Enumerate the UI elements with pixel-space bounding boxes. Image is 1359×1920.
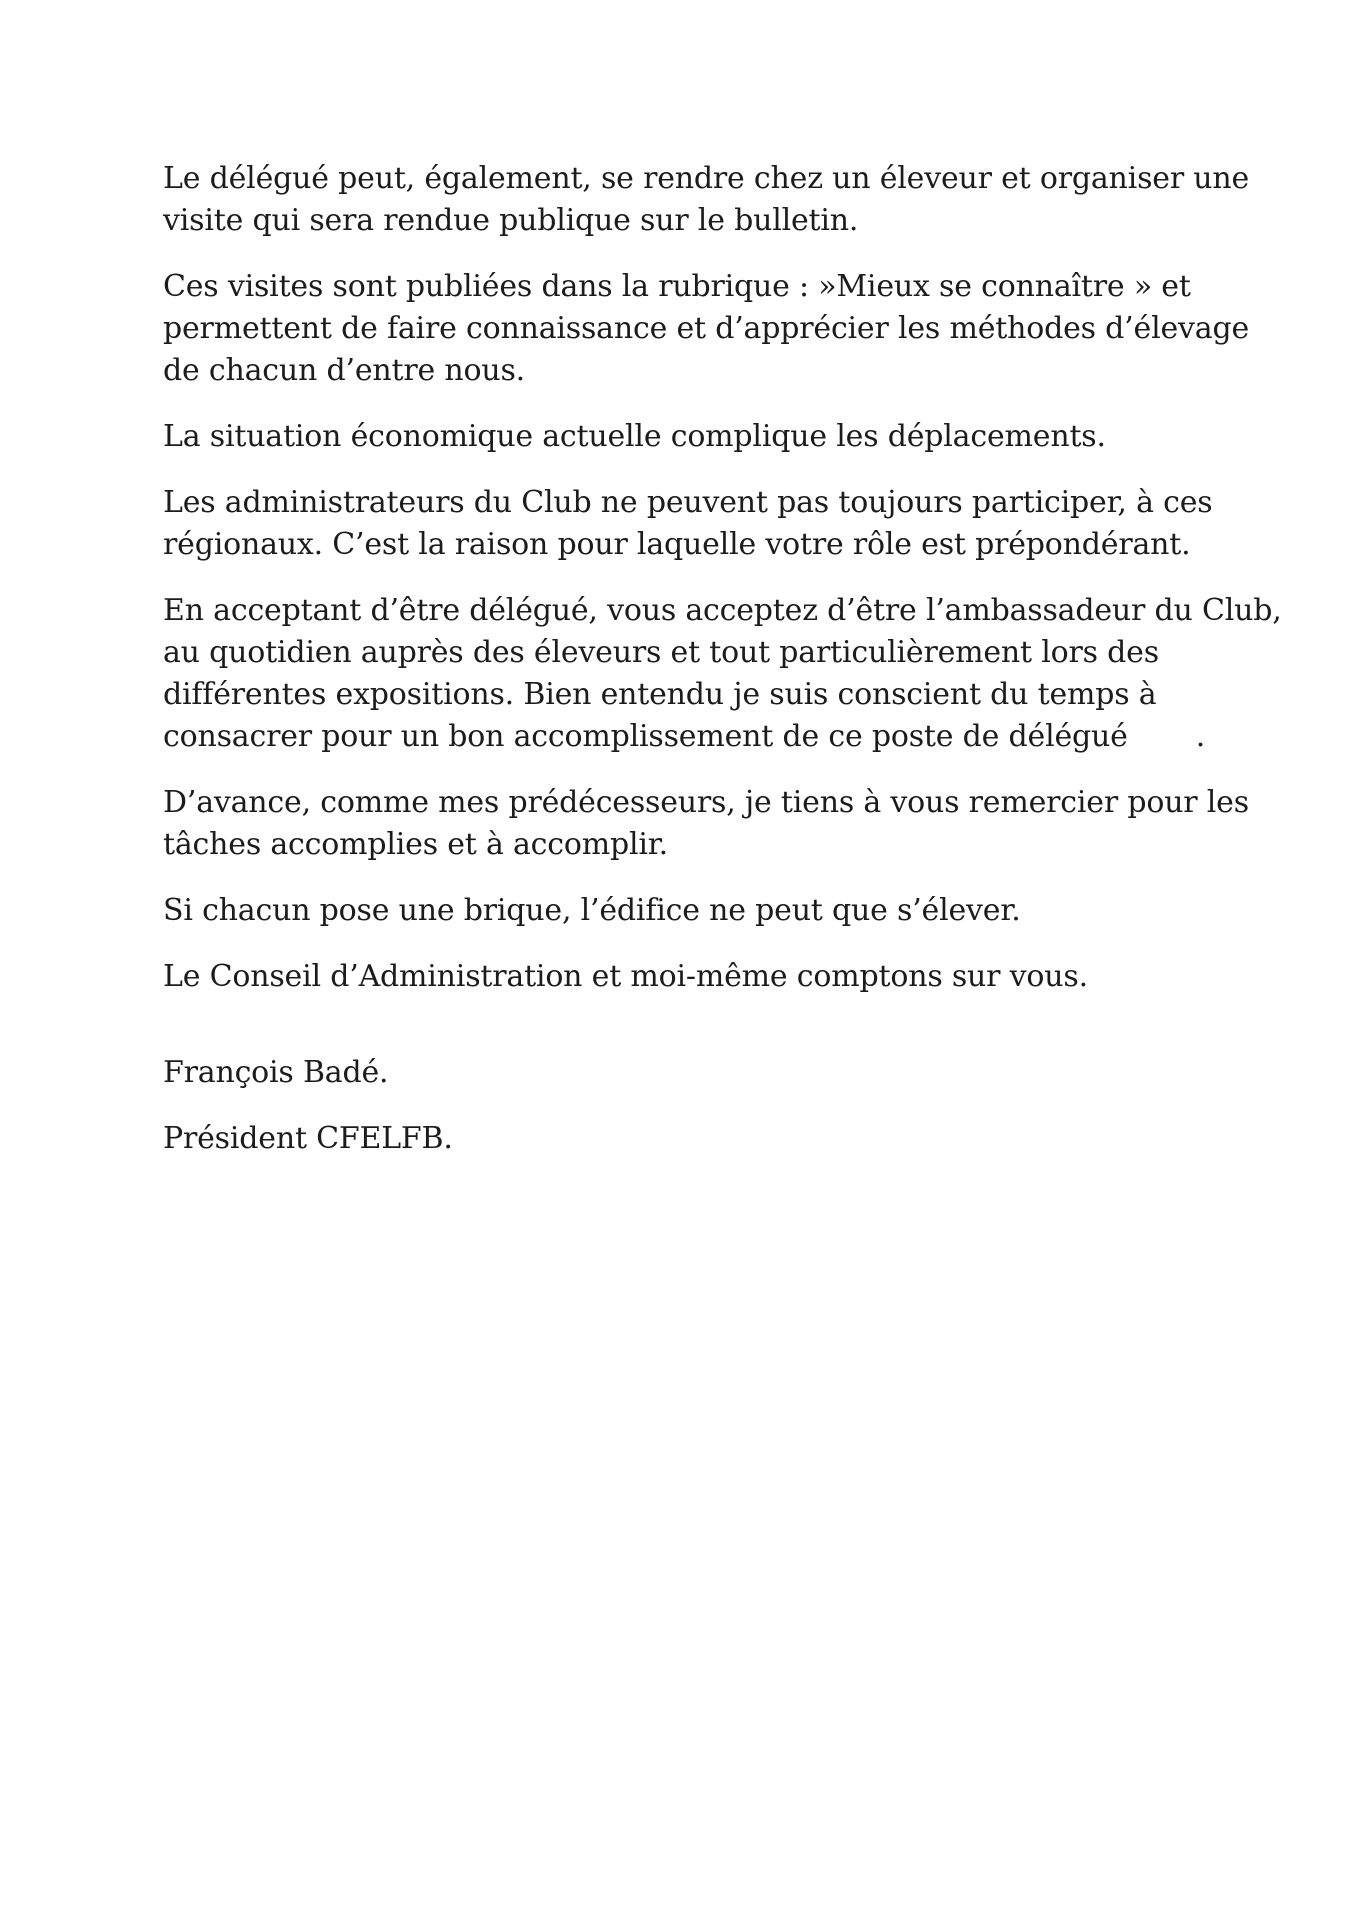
text-line: tâches accomplies et à accomplir. xyxy=(163,827,668,862)
text-line: consacrer pour un bon accomplissement de ce poste de délégué xyxy=(163,719,1128,754)
text-line: La situation économique actuelle complique les déplacements. xyxy=(163,419,1106,454)
text-line: Le délégué peut, également, se rendre chez un éleveur et organiser une xyxy=(163,161,1250,196)
signature-title: Président CFELFB. xyxy=(163,1121,453,1156)
text-line: En acceptant d’être délégué, vous acceptez d’être l’ambassadeur du Club, xyxy=(163,593,1282,628)
text-line: Si chacun pose une brique, l’édifice ne peut que s’élever. xyxy=(163,893,1021,928)
text-line: régionaux. C’est la raison pour laquelle votre rôle est prépondérant. xyxy=(163,527,1191,562)
paragraph-7 xyxy=(163,890,1223,932)
paragraph-5 xyxy=(163,590,1282,758)
text-line: Le Conseil d’Administration et moi-même comptons sur vous. xyxy=(163,959,1088,994)
text-line-with-trailing xyxy=(163,716,1223,758)
text-line: visite qui sera rendue publique sur le bulletin. xyxy=(163,203,859,238)
paragraph-8 xyxy=(163,956,1223,998)
text-line: de chacun d’entre nous. xyxy=(163,353,526,388)
paragraph-2 xyxy=(163,266,1250,392)
text-line: différentes expositions. Bien entendu je suis conscient du temps à xyxy=(163,677,1157,712)
paragraph-1 xyxy=(163,158,1250,242)
signature-name: François Badé. xyxy=(163,1055,389,1090)
paragraph-3 xyxy=(163,416,1223,458)
paragraph-4 xyxy=(163,482,1223,566)
text-line: Les administrateurs du Club ne peuvent pas toujours participer, à ces xyxy=(163,485,1213,520)
text-line: D’avance, comme mes prédécesseurs, je tiens à vous remercier pour les xyxy=(163,785,1249,820)
text-line: au quotidien auprès des éleveurs et tout particulièrement lors des xyxy=(163,635,1159,670)
trailing-period: . xyxy=(1195,719,1206,754)
text-line: Ces visites sont publiées dans la rubrique : »Mieux se connaître » et xyxy=(163,269,1191,304)
paragraph-6 xyxy=(163,782,1249,866)
signature-block xyxy=(163,1052,1223,1160)
letter-body xyxy=(163,158,1282,1184)
text-line: permettent de faire connaissance et d’apprécier les méthodes d’élevage xyxy=(163,311,1250,346)
